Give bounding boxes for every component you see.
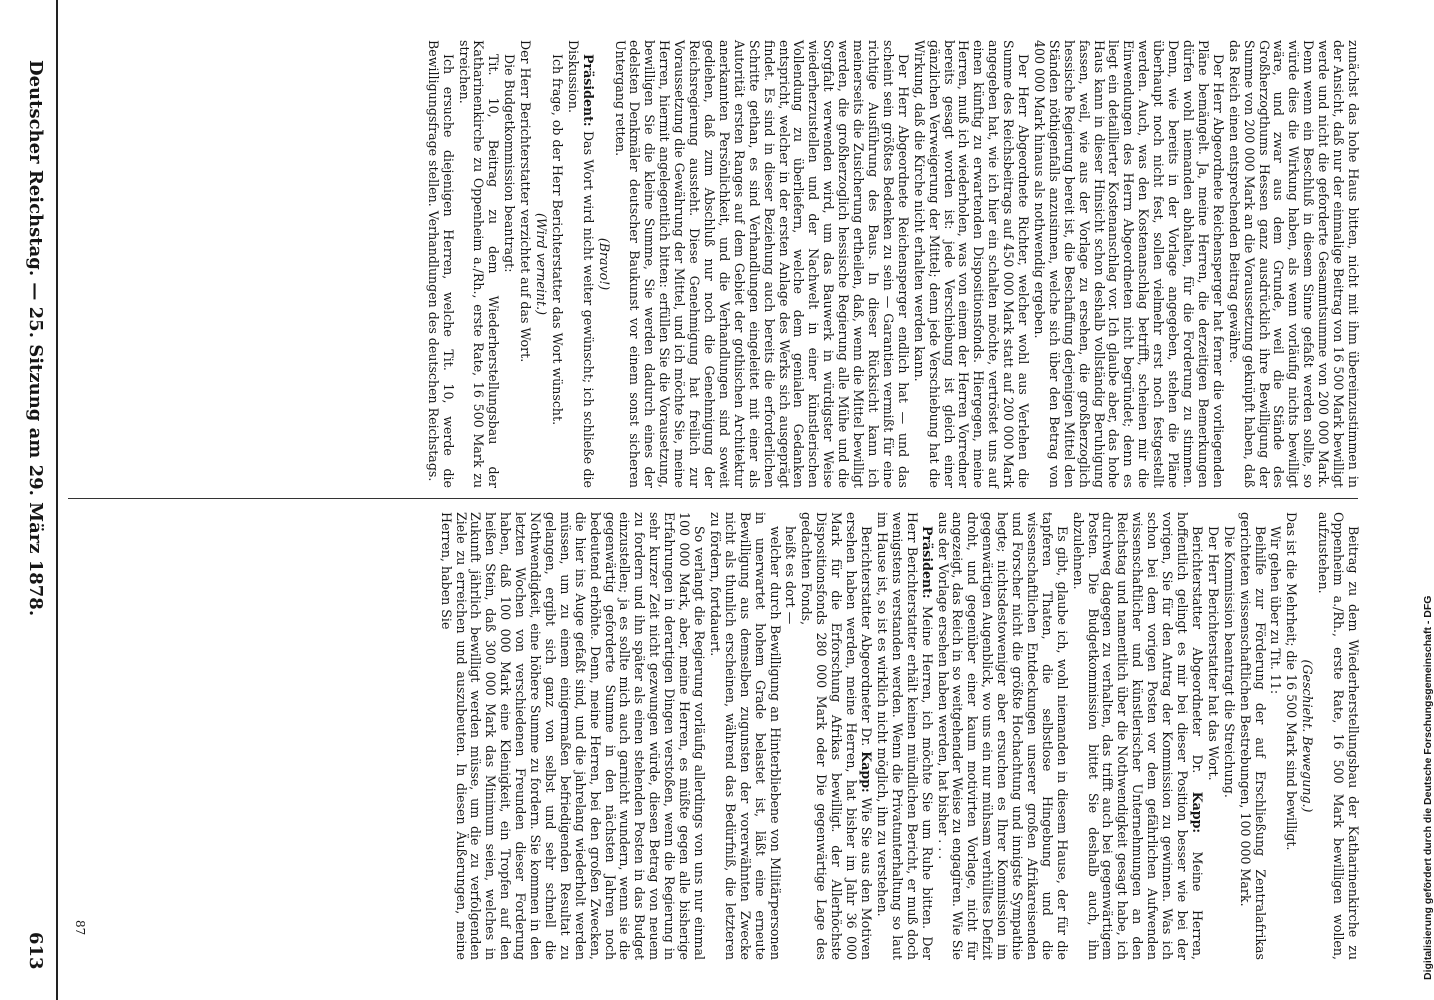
paragraph: So verlangt die Regierung vorläufig allerdings von uns nur einmal 100 000 Mark, aber, meine Herren, es müßte gegen alle bisherige Erfahrungen in derartigen Dingen verstoßen, wenn die Regierung in sehr kurzer Zeit nicht gezwungen würde, diesen Betrag von neuem zu fordern und ihn später als einen stehenden Posten in das Budget einzustellen; ja es sollte mich auch garnicht wundern, wenn sie die gegenwärtig geforderte Summe in den nächsten Jahren noch bedeutend erhöhte. Denn, meine Herren, bei den großen Zwecken, die hier ins Auge gefaßt sind, und die jahrelang wiederholt werden müssen, um zu einem einigermaßen befriedigenden Resultat zu gelangen, ergibt sich ganz von selbst und sehr schnell die Nothwendigkeit, eine höhere Summe zu fordern. Sie kommen in den letzten Wochen von verschiedenen Freunden dieser Forderung haben, daß 100 000 Mark eine Kleinigkeit, ein Tropfen auf den heißen Stein, daß 300 000 Mark das Minimum seien, welches in Zukunft jährlich bewilligt werden müsse, um die zu verfolgenden Ziele zu erreichen und auszubeuten. In diesen Äußerungen, meine Herren, haben Sie: [438, 512, 708, 960]
paragraph: welcher durch Bewilligung an Hinterbliebene von Militärpersonen in unerwartet hohem Grade belastet ist, läßt eine erneute Bewilligung aus demselben zugunsten der vorerwähnten Zwecke nicht als thunlich erscheinen, während das Bedürfniß, die letzteren zu fördern, fortdauert.: [707, 512, 783, 960]
paragraph: Der Herr Berichterstatter hat das Wort.: [1205, 526, 1221, 781]
stage-direction: (Bravo!): [596, 237, 612, 291]
page-number: 613: [25, 932, 46, 970]
paragraph: Die Budgetkommission beantragt:: [502, 54, 518, 273]
paragraph: zunächst das hohe Haus bitten, nicht mit ihm übereinzustimmen in der Ansicht, daß nur der einmalige Beitrag von 16 500 Mark bewilligt werde und nicht die geforderte Gesammtsumme von 200 000 Mark. Denn wenn ein Beschluß in diesem Sinne gefaßt werden sollte, so würde dies die Wirkung haben, als wenn vorläufig nichts bewilligt wäre, und zwar aus dem Grunde, weil die Stände des Großherzogthums Hessen ganz ausdrücklich ihre Bewilligung der Summe von 200 000 Mark an die Voraussetzung geknüpft haben, daß das Reich einen entsprechenden Beitrag gewähre.: [1226, 40, 1361, 488]
paragraph: Der Herr Abgeordnete Reichensperger endlich hat — und das scheint sein größtes Bedenken zu sein — Garantien vermißt für eine richtige Ausführung des Baus. In dieser Rücksicht kann ich meinerseits die Zusicherung ertheilen, daß, wenn die Mittel bewilligt werden, die großherzoglich hessische Regierung alle Mühe und die Sorgfalt verwenden wird, um das Bauwerk in würdigster Weise wiederherzustellen und der Nachwelt in einer künstlerischen Vollendung zu überliefern, welche dem genialen Gedanken entspricht, welcher in der ersten Anlage des Werks sich ausgeprägt findet. Es sind in dieser Beziehung auch bereits die erforderlichen Schritte gethan, es sind Verhandlungen eingeleitet mit einer als Autorität ersten Ranges auf dem Gebiet der gothischen Architektur anerkannten Persönlichkeit, und die Verhandlungen sind soweit gediehen, daß zum Abschluß nur noch die Genehmigung der Reichsregierung aussteht. Diese Genehmigung hat freilich zur Voraussetzung die Gewährung der Mittel, und ich möchte Sie, meine Herren, hiermit angelegentlich bitten: erfüllen Sie die Vorausetzung, bewilligen Sie die kleine Summe, Sie werden dadurch eines der edelsten Denkmäler deutscher Baukunst vor einem sonst sicheren Untergang retten.: [612, 40, 911, 488]
dfg-credit-text: Digitalisierung gefördert durch die Deutsche Forschungsgemeinschaft - DFG: [1422, 595, 1434, 980]
header-rule: [56, 0, 58, 1000]
paragraph: Ich ersuche diejenigen Herren, welche Tit. 10, werde die Bewilligungsfrage stellen. Verhandlungen des deutschen Reichstags.: [425, 40, 456, 488]
paragraph: Der Herr Abgeordnete Richter, welcher wohl aus Verlehen die Summe des Reichsbeitrags auf 450 000 Mark statt auf 200 000 Mark angegeben hat, wie ich hier ein schalten möchte, vertröstet uns auf einen künftig zu erwartenden Dispositionsfonds. Hiergegen, meine Herren, muß ich wiederholen, was von einem der Herren Vorredner bereits gesagt worden ist: jede Verschiebung ist gleich einer gänzlichen Verweigerung der Mittel; denn jede Verschiebung hat die Wirkung, daß die Kirche nicht erhalten werden kann.: [911, 40, 1032, 488]
paragraph: Beitrag zu dem Wiederherstellungsbau der Katharinenkirche zu Oppenheim a./Rh., erste Rate, 16 500 Mark bewilligen wollen, aufzustehen.: [1316, 512, 1361, 960]
stage-direction: (Wird verneint.): [534, 212, 550, 316]
dfg-credit: [1410, 20, 1432, 980]
paragraph: Präsident: Meine Herren, ich möchte Sie um Ruhe bitten. Der Herr Berichterstatter erhält keinen mündlichen Bericht, er muß doch wenigstens verstanden werden. Wenn die Privatunterhaltung so laut im Hause ist, so ist es wirklich nicht möglich, ihn zu verstehen.: [874, 512, 935, 960]
paragraph: Berichterstatter Abgeordneter Dr. Kapp: Meine Herren, hoffentlich gelingt es mir bei dieser Position besser wie bei der vorigen, Sie für den Antrag der Kommission zu gewinnen. Was ich schon bei dem vorigen Posten vor dem gefährlichen Aufwenden wissenschaftlicher und künstlerischer Unternehmungen an den Reichstag und namentlich über die Nothwendigkeit gesagt habe, ich durchweg dagegen zu verhalten, das trifft auch bei gegenwärtigem Posten. Die Budgetkommission bittet Sie deshalb auch, ihn abzulehnen.: [1070, 512, 1205, 960]
header-title: Deutscher Reichstag. — 25. Sitzung am 29. März 1878.: [25, 60, 46, 617]
paragraph: Präsident: Das Wort wird nicht weiter gewünscht; ich schließe die Diskussion.: [565, 40, 596, 488]
paragraph: Berichterstatter Abgeordneter Dr. Kapp: Wie Sie aus den Motiven ersehen haben werden, meine Herren, hat bisher im Jahr 36 000 Mark für die Erforschung Afrikas bewilligt. der Allerhöchste Dispositionsfonds 280 000 Mark oder Die gegenwärtige Lage des gedachten Fonds,: [799, 512, 874, 961]
stage-direction: (Geschieht. Bewegung.): [1300, 659, 1316, 813]
paragraph: Es gibt, glaube ich, wohl niemanden in diesem Hause, der für die tapferen Thaten, die selbstlose Hingebung und die wissenschaftlichen Entdeckungen unserer großen Afrikareisenden und Forscher nicht die größte Hochachtung und innigste Sympathie hegte; nichtsdestoweniger aber ersuchen es Ihrer Kommission im gegenwärtigen Augenblick, wo uns ein nur mühsam verhülltes Defizit droht, und gegenüber einer kaum motivirten Vorlage, nicht für angezeigt, das Reich in so weitgehender Weise zu engagiren. Wie Sie aus der Vorlage ersehen haben werden, hat bisher . . .: [935, 512, 1070, 960]
text-column-left: [65, 40, 1360, 488]
signature-mark: 87: [73, 920, 87, 936]
paragraph: Das ist die Mehrheit; die 16 500 Mark sind bewilligt.: [1284, 512, 1300, 851]
paragraph: Der Herr Abgeordnete Reichensperger hat ferner die vorliegenden Pläne bemängelt. Ja, meine Herren, die derzeitigen Bemerkungen dürfen wohl niemanden abhalten, für die Forderung zu stimmen. Denn, wie bereits in der Vorlage angegeben, stehen die Pläne überhaupt noch nicht fest, sollen vielmehr erst noch festgestellt werden. Auch, was den Kostenanschlag betrifft, scheinen mir die Einwendungen des Herrn Abgeordneten nicht begründet; denn es liegt ein detaillierter Kostenanschlag vor. Ich glaube aber, das hohe Haus kann in dieser Hinsicht schon deshalb vollständig Beruhigung fassen, weil, wie aus der Vorlage zu ersehen, die großherzoglich hessische Regierung bereit ist, die Beschaffung derjenigen Mittel den Ständen nöthigenfalls anzusinnen, welche sich über den Betrag von 400 000 Mark hinaus als nothwendig ergeben.: [1031, 40, 1226, 488]
paragraph: Tit. 10, Beitrag zu dem Wiederherstellungsbau der Katharinenkirche zu Oppenheim a./Rh., erste Rate, 16 500 Mark zu streichen.: [456, 40, 502, 488]
text-column-right: [65, 512, 1360, 960]
paragraph: Beihilfe zur Förderung der auf Erschließung Zentralafrikas gerichteten wissenschaftlichen Bestrebungen, 100 000 Mark.: [1237, 512, 1268, 960]
paragraph: heißt es dort —: [783, 526, 799, 625]
paragraph: Wir gehen über zu Tit. 11:: [1268, 526, 1284, 695]
paragraph: Ich frage, ob der Herr Berichterstatter das Wort wünscht.: [549, 54, 565, 426]
column-divider: [68, 498, 1358, 499]
paragraph: Die Kommission beantragt die Streichung.: [1221, 526, 1237, 798]
running-header: [16, 0, 50, 1000]
paragraph: Der Herr Berichterstatter verzichtet auf das Wort.: [518, 40, 534, 363]
